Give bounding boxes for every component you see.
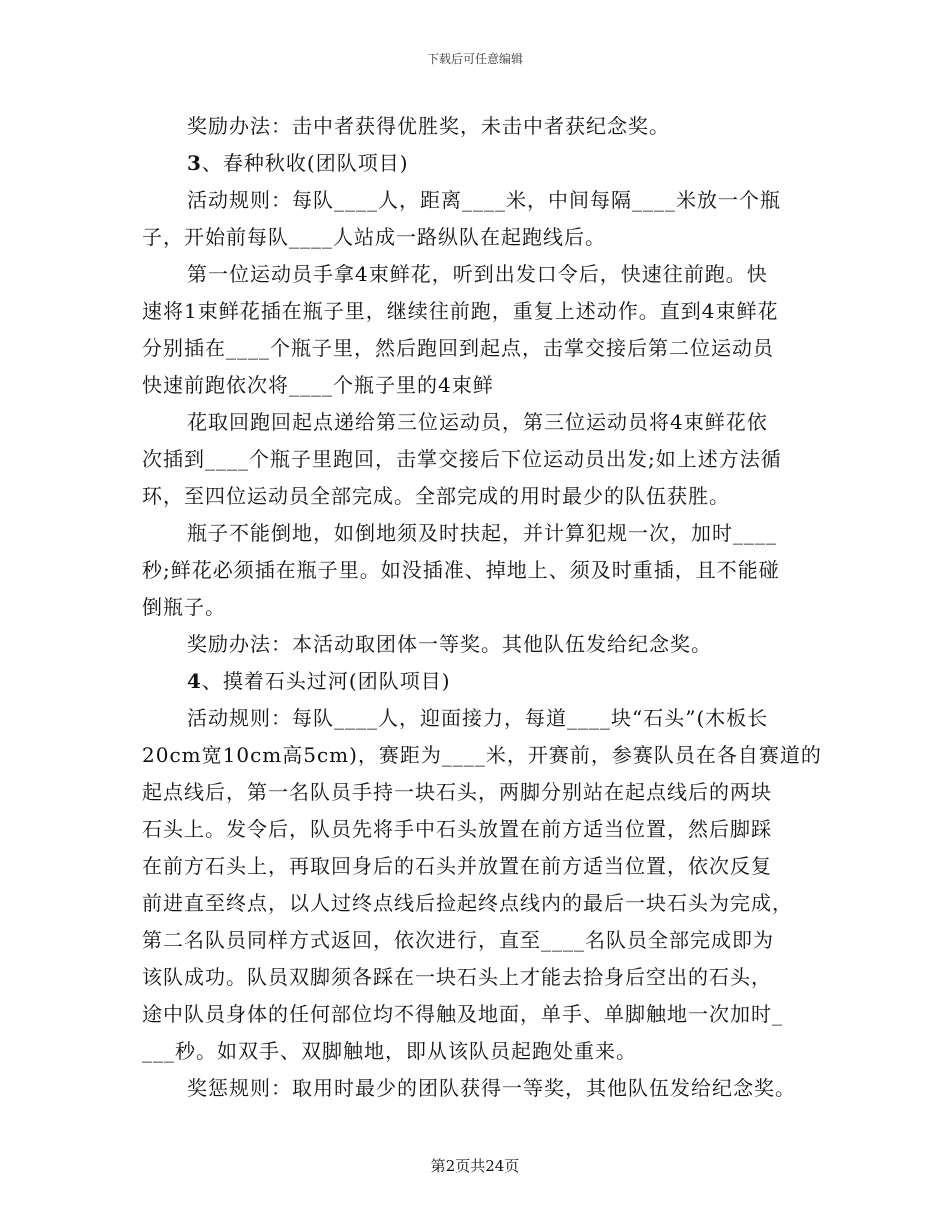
line-text: 起点线后，第一名队员手持一块石头，两脚分别站在起点线后的两块 xyxy=(142,780,772,804)
line-text: 倒瓶子。 xyxy=(142,595,226,619)
text-line xyxy=(142,293,814,330)
text-line xyxy=(142,811,814,848)
line-text: 石头上。发令后，队员先将手中石头放置在前方适当位置，然后脚踩 xyxy=(142,817,772,841)
text-line xyxy=(142,700,814,737)
text-line xyxy=(142,737,822,774)
line-text: 秒;鲜花必须插在瓶子里。如没插准、掉地上、须及时重插，且不能碰 xyxy=(142,558,780,582)
line-text: 环，至四位运动员全部完成。全部完成的用时最少的队伍获胜。 xyxy=(142,484,730,508)
section-number: 4 xyxy=(187,669,202,693)
line-text: 途中队员身体的任何部位均不得触及地面，单手、单脚触地一次加时_ xyxy=(142,1002,783,1026)
line-text: 在前方石头上，再取回身后的石头并放置在前方适当位置，依次反复 xyxy=(142,854,772,878)
text-line xyxy=(142,626,814,663)
line-text: 速将1束鲜花插在瓶子里，继续往前跑，重复上述动作。直到4束鲜花 xyxy=(142,299,779,323)
page-header xyxy=(0,51,950,67)
line-text: 快速前跑依次将____个瓶子里的4束鲜 xyxy=(142,373,494,397)
text-line xyxy=(142,1070,814,1107)
section-heading: 、春种秋收(团队项目) xyxy=(201,151,409,175)
text-line xyxy=(142,404,814,441)
text-line xyxy=(142,959,814,996)
line-text: 奖励办法：本活动取团体一等奖。其他队伍发给纪念奖。 xyxy=(187,632,712,656)
line-text: 奖励办法：击中者获得优胜奖，未击中者获纪念奖。 xyxy=(187,114,670,138)
page-number: 第2页共24页 xyxy=(430,1157,520,1175)
text-line xyxy=(142,108,814,145)
text-line xyxy=(142,774,814,811)
text-line xyxy=(142,663,814,700)
text-line xyxy=(142,256,814,293)
line-text: 活动规则：每队____人，迎面接力，每道____块“石头”(木板长 xyxy=(187,706,769,730)
text-line xyxy=(142,367,814,404)
line-text: 活动规则：每队____人，距离____米，中间每隔____米放一个瓶 xyxy=(187,188,781,212)
text-line xyxy=(142,441,814,478)
document-body xyxy=(142,108,822,1107)
line-text: 瓶子不能倒地，如倒地须及时扶起，并计算犯规一次，加时____ xyxy=(187,521,777,545)
text-line xyxy=(142,182,814,219)
line-text: 该队成功。队员双脚须各踩在一块石头上才能去拾身后空出的石头， xyxy=(142,965,772,989)
text-line xyxy=(142,922,814,959)
text-line xyxy=(142,589,814,626)
text-line xyxy=(142,1033,814,1070)
text-line xyxy=(142,515,814,552)
text-line xyxy=(142,478,814,515)
line-text: ___秒。如双手、双脚触地，即从该队员起跑处重来。 xyxy=(142,1039,637,1063)
line-text: 20cm宽10cm高5cm)，赛距为____米，开赛前，参赛队员在各自赛道的 xyxy=(142,743,822,767)
text-line xyxy=(142,996,814,1033)
line-text: 子，开始前每队____人站成一路纵队在起跑线后。 xyxy=(142,225,606,249)
text-line xyxy=(142,552,814,589)
line-text: 第二名队员同样方式返回，依次进行，直至____名队员全部完成即为 xyxy=(142,928,774,952)
line-text: 前进直至终点，以人过终点线后捡起终点线内的最后一块石头为完成， xyxy=(142,891,793,915)
section-heading: 、摸着石头过河(团队项目) xyxy=(201,669,451,693)
line-text: 次插到____个瓶子里跑回，击掌交接后下位运动员出发;如上述方法循 xyxy=(142,447,782,471)
text-line xyxy=(142,145,814,182)
line-text: 花取回跑回起点递给第三位运动员，第三位运动员将4束鲜花依 xyxy=(187,410,768,434)
text-line xyxy=(142,848,814,885)
page-footer xyxy=(0,1156,950,1176)
line-text: 分别插在____个瓶子里，然后跑回到起点，击掌交接后第二位运动员 xyxy=(142,336,774,360)
text-line xyxy=(142,330,814,367)
line-text: 奖惩规则：取用时最少的团队获得一等奖，其他队伍发给纪念奖。 xyxy=(187,1076,796,1100)
header-text: 下载后可任意编辑 xyxy=(426,52,523,66)
line-text: 第一位运动员手拿4束鲜花，听到出发口令后，快速往前跑。快 xyxy=(187,262,768,286)
text-line xyxy=(142,219,814,256)
text-line xyxy=(142,885,814,922)
section-number: 3 xyxy=(187,151,202,175)
